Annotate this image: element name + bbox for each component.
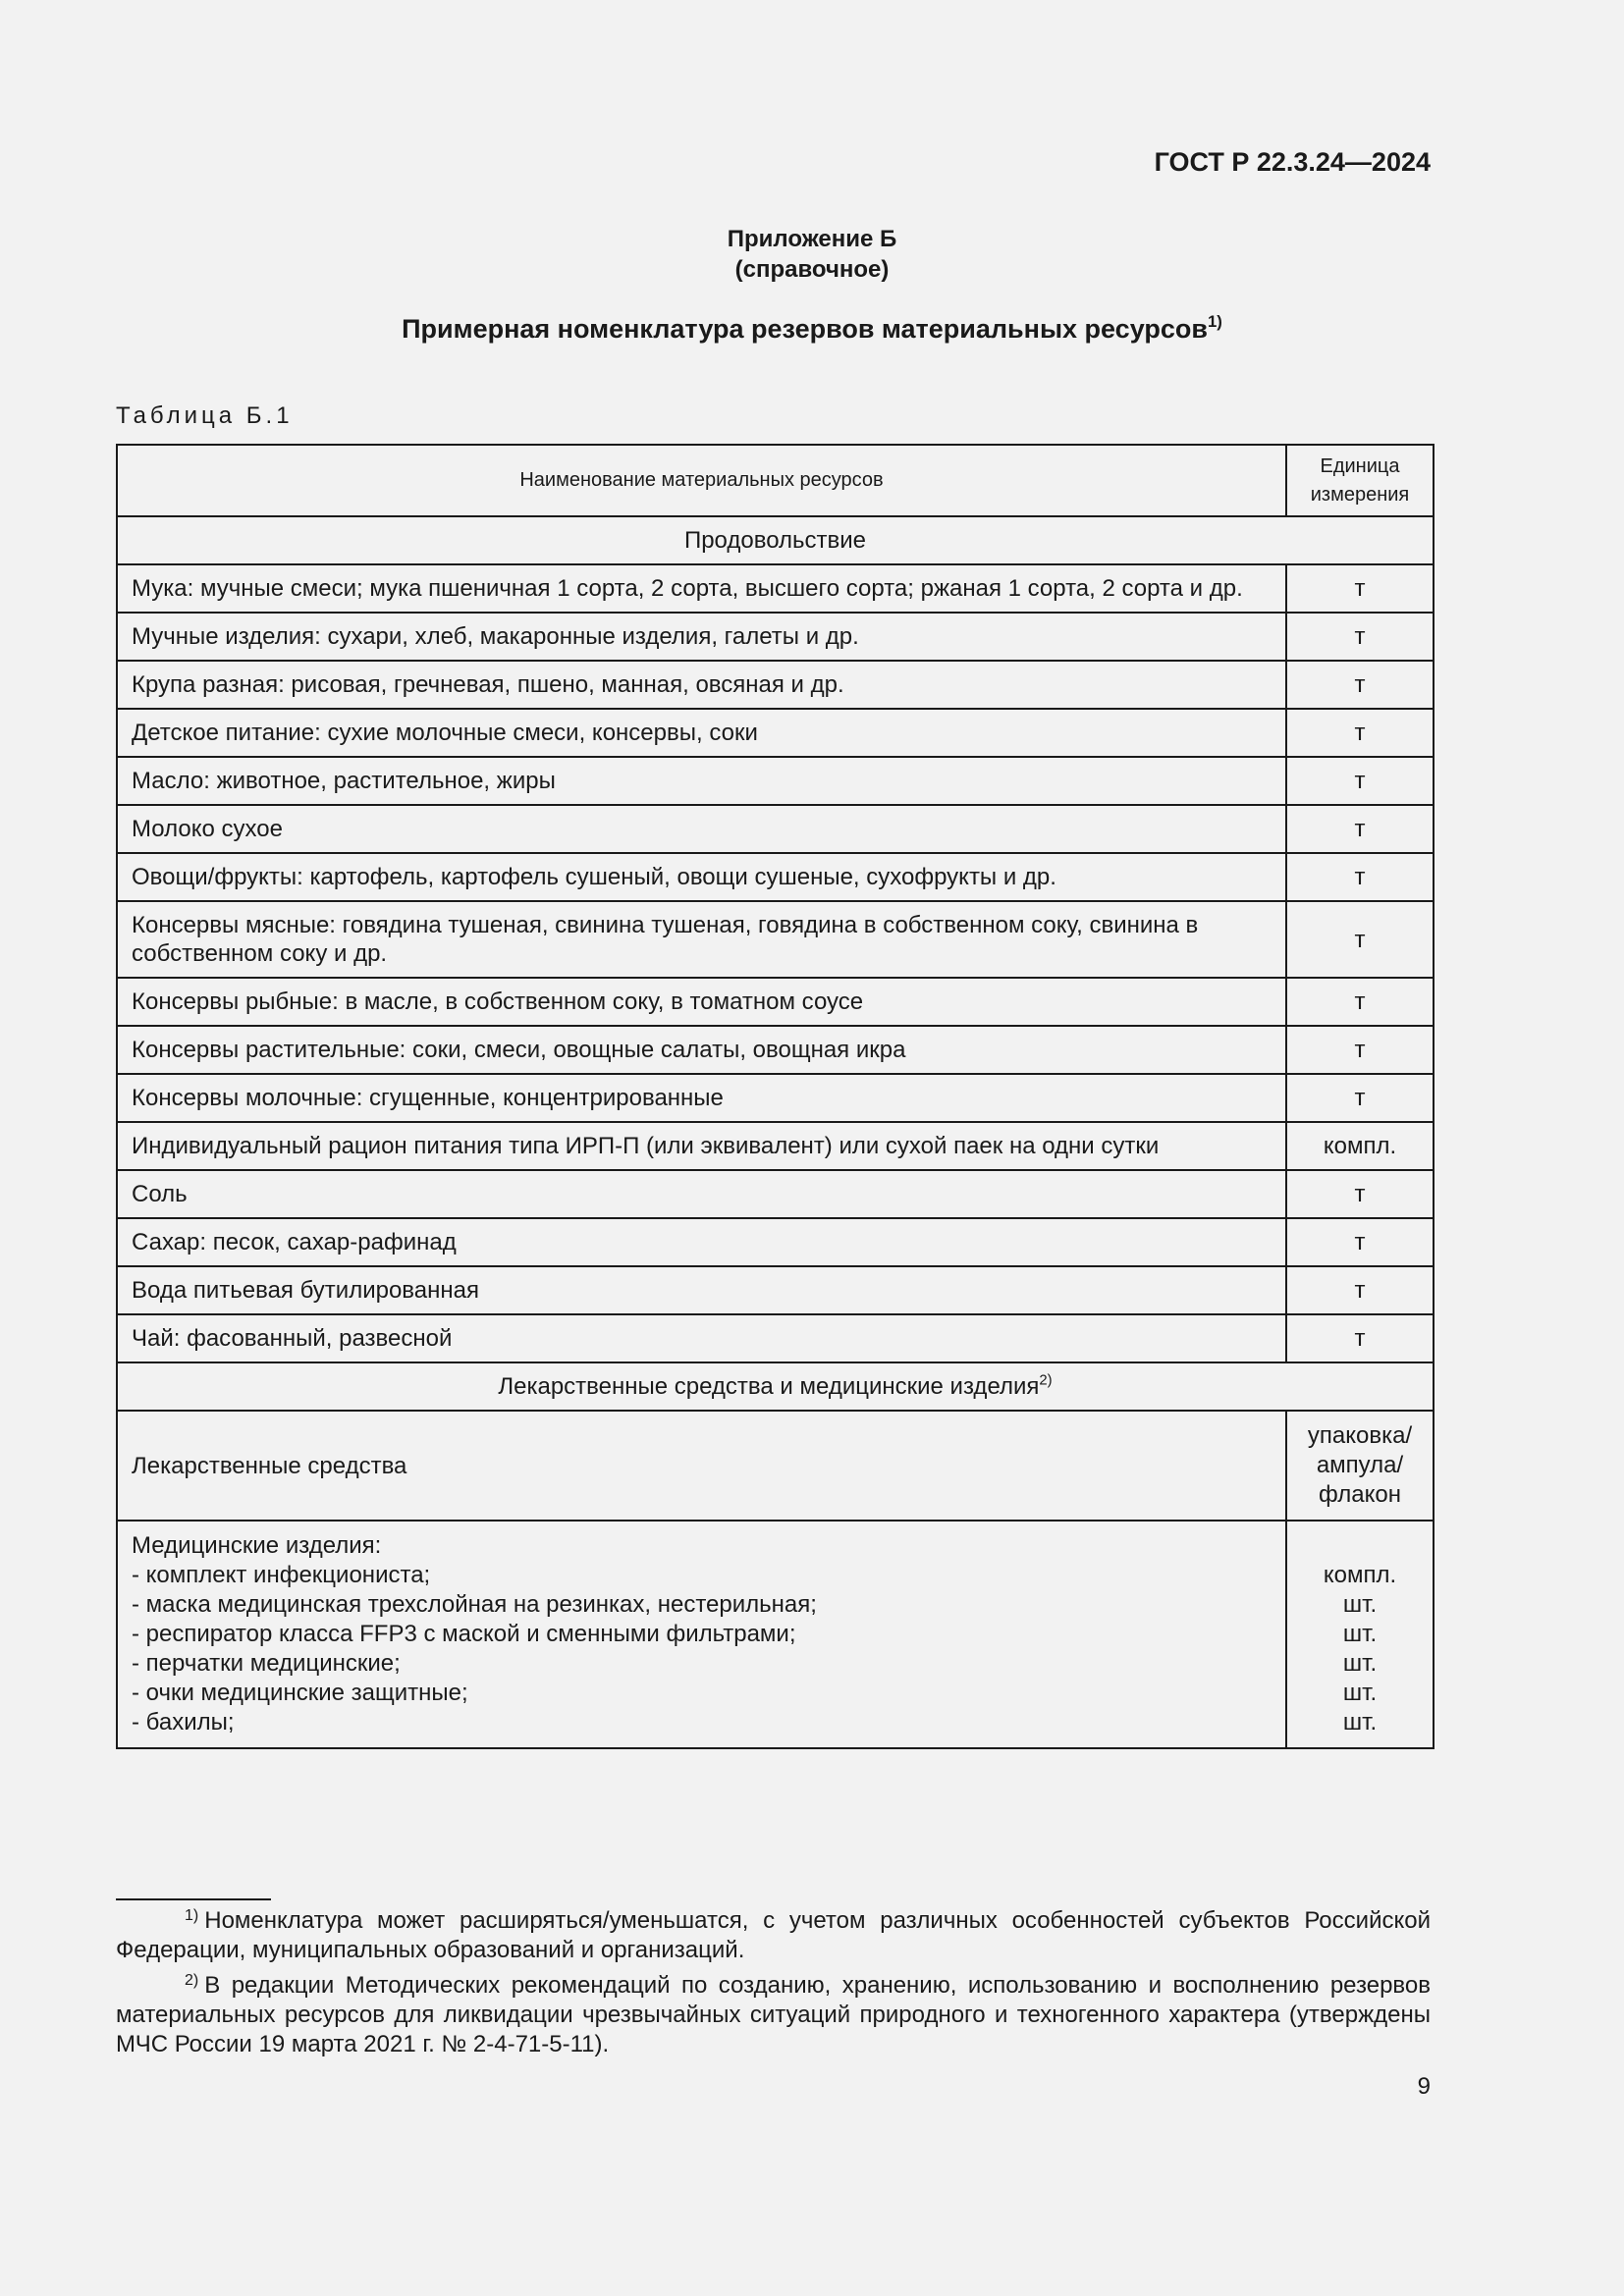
resource-unit: т [1286,1218,1434,1266]
appendix-title: Приложение Б [727,226,897,252]
resource-unit: т [1286,805,1434,853]
footnote-text: В редакции Методических рекомендаций по созданию, хранению, использованию и восполнению резервов материальных ресурсов для ликвидации чрезвычайных ситуаций природного и техногенного характера (утверждены МЧС России 19 марта 2021 г. № 2-4-71-5-11). [116,1972,1431,2057]
page-heading [0,314,1624,345]
section-title-medical-text: Лекарственные средства и медицинские изделия [498,1373,1040,1400]
resource-unit: т [1286,613,1434,661]
footnote-mark: 1) [185,1907,199,1924]
table-row [117,1170,1434,1218]
resource-name: Консервы молочные: сгущенные, концентрированные [117,1074,1286,1122]
resource-name: Вода питьевая бутилированная [117,1266,1286,1314]
table-row [117,564,1434,613]
resource-unit: т [1286,1266,1434,1314]
med-devices-names [117,1521,1286,1748]
med-devices-units [1286,1521,1434,1748]
document-code: ГОСТ Р 22.3.24—2024 [1154,147,1431,177]
footnote [116,1971,1431,2059]
med-devices-title-spacer [1291,1531,1429,1561]
footnote-separator [116,1898,271,1900]
med-device-item: - комплект инфекциониста; [132,1562,431,1588]
footnote [116,1906,1431,1965]
table-row [117,1074,1434,1122]
appendix-type: (справочное) [734,256,890,283]
resource-name: Консервы рыбные: в масле, в собственном соку, в томатном соусе [117,978,1286,1026]
med-device-item: - очки медицинские защитные; [132,1680,468,1706]
resource-name: Мука: мучные смеси; мука пшеничная 1 сорта, 2 сорта, высшего сорта; ржаная 1 сорта, 2 сорта и др. [117,564,1286,613]
resource-name: Крупа разная: рисовая, гречневая, пшено, манная, овсяная и др. [117,661,1286,709]
resource-name: Чай: фасованный, развесной [117,1314,1286,1362]
resource-name: Мучные изделия: сухари, хлеб, макаронные изделия, галеты и др. [117,613,1286,661]
resource-name: Консервы мясные: говядина тушеная, свинина тушеная, говядина в собственном соку, свинина в собственном соку и др. [117,901,1286,978]
resource-name: Масло: животное, растительное, жиры [117,757,1286,805]
header-unit [1286,445,1434,516]
drugs-unit-line: упаковка/ [1307,1422,1413,1449]
resource-name: Соль [117,1170,1286,1218]
resource-unit: т [1286,1170,1434,1218]
resource-unit: т [1286,564,1434,613]
resource-unit: т [1286,661,1434,709]
table-row [117,661,1434,709]
med-device-unit: шт. [1342,1621,1378,1647]
heading-text: Примерная номенклатура резервов материальных ресурсов [402,314,1208,344]
table-row-med-devices [117,1521,1434,1748]
header-name: Наименование материальных ресурсов [117,445,1286,516]
table-row [117,613,1434,661]
section-row-food [117,516,1434,564]
table-row [117,709,1434,757]
footnotes [116,1906,1431,2065]
med-device-unit: компл. [1323,1562,1397,1588]
resources-table [116,444,1435,1749]
resource-name: Индивидуальный рацион питания типа ИРП-П (или эквивалент) или сухой паек на одни сутки [117,1122,1286,1170]
section-title-food: Продовольствие [117,516,1434,564]
resource-unit: компл. [1286,1122,1434,1170]
table-row [117,1218,1434,1266]
med-device-unit: шт. [1342,1680,1378,1706]
med-device-item: - бахилы; [132,1709,235,1735]
footnote-mark: 2) [185,1972,199,1989]
table-row [117,853,1434,901]
section-footnote-mark: 2) [1039,1372,1053,1389]
appendix-header [0,224,1624,285]
med-device-item: - респиратор класса FFP3 с маской и сменными фильтрами; [132,1621,796,1647]
med-device-item: - маска медицинская трехслойная на резинках, нестерильная; [132,1591,817,1618]
med-device-item: - перчатки медицинские; [132,1650,401,1677]
resource-unit: т [1286,1026,1434,1074]
table-row [117,901,1434,978]
resource-unit: т [1286,853,1434,901]
footnote-text: Номенклатура может расширяться/уменьшатся, с учетом различных особенностей субъектов Российской Федерации, муниципальных образований и организаций. [116,1907,1431,1963]
resource-unit: т [1286,901,1434,978]
table-caption: Таблица Б.1 [116,402,294,429]
table-row [117,757,1434,805]
resource-name: Сахар: песок, сахар-рафинад [117,1218,1286,1266]
drugs-unit-line: ампула/ [1316,1452,1404,1478]
resource-unit: т [1286,1074,1434,1122]
med-device-unit: шт. [1342,1650,1378,1677]
resource-unit: т [1286,757,1434,805]
resource-name: Молоко сухое [117,805,1286,853]
table-header-row [117,445,1434,516]
med-devices-title: Медицинские изделия: [132,1532,382,1559]
resource-name: Детское питание: сухие молочные смеси, консервы, соки [117,709,1286,757]
resource-name: Консервы растительные: соки, смеси, овощные салаты, овощная икра [117,1026,1286,1074]
med-device-unit: шт. [1342,1591,1378,1618]
heading-footnote-mark: 1) [1207,312,1222,332]
drugs-unit [1286,1411,1434,1521]
resource-name: Овощи/фрукты: картофель, картофель сушеный, овощи сушеные, сухофрукты и др. [117,853,1286,901]
med-device-unit: шт. [1342,1709,1378,1735]
table-row [117,805,1434,853]
table-row [117,1122,1434,1170]
page-number: 9 [1417,2073,1431,2100]
table-row [117,1266,1434,1314]
header-unit-line: измерения [1310,483,1410,506]
table-row-drugs [117,1411,1434,1521]
table-row [117,1026,1434,1074]
drugs-name: Лекарственные средства [117,1411,1286,1521]
table-row [117,978,1434,1026]
resource-unit: т [1286,978,1434,1026]
header-unit-line: Единица [1320,454,1400,477]
resource-unit: т [1286,709,1434,757]
table-row [117,1314,1434,1362]
section-title-medical [117,1362,1434,1411]
section-row-medical [117,1362,1434,1411]
drugs-unit-line: флакон [1319,1481,1401,1508]
resource-unit: т [1286,1314,1434,1362]
